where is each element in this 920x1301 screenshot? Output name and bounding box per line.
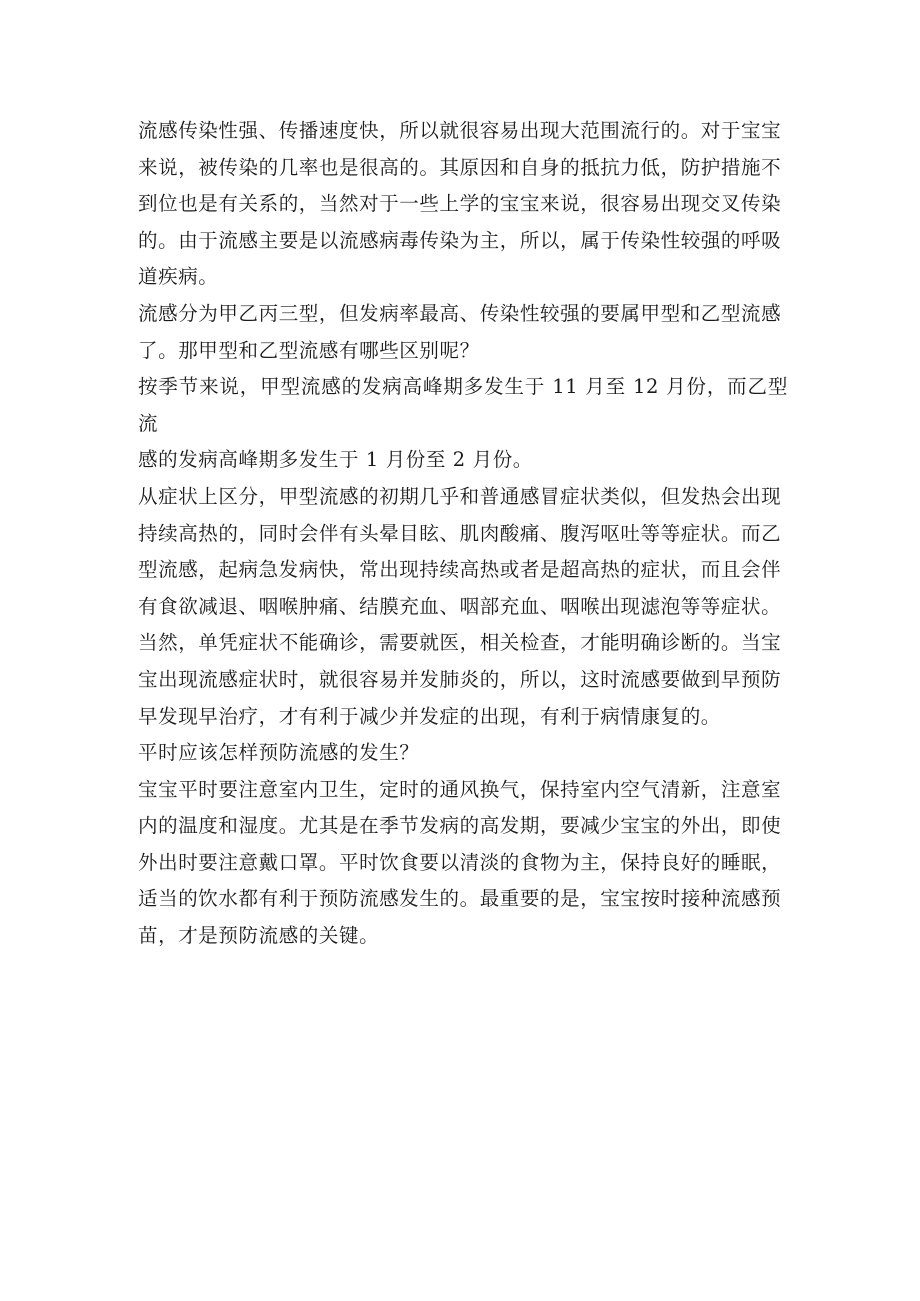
paragraph-flu-types: 流感分为甲乙丙三型，但发病率最高、传染性较强的要属甲型和乙型流感 了。那甲型和乙型流感有哪些区别呢？ bbox=[138, 301, 782, 362]
paragraph-flu-transmission: 流感传染性强、传播速度快，所以就很容易出现大范围流行的。对于宝宝 来说，被传染的几率也是很高的。其原因和自身的抵抗力低，防护措施不 到位也是有关系的，当然对于一些上学的宝宝来说，很容易出现交叉传染 的。由于流感主要是以流感病毒传染为主，所以，属于传染性较强的呼吸 道疾病。 bbox=[138, 119, 782, 289]
paragraph-seasonal-peak: 按季节来说，甲型流感的发病高峰期多发生于 11 月至 12 月份，而乙型流 感的发病高峰期多发生于 1 月份至 2 月份。 bbox=[138, 375, 788, 472]
paragraph-prevention-question: 平时应该怎样预防流感的发生？ bbox=[138, 741, 420, 765]
paragraph-symptoms: 从症状上区分，甲型流感的初期几乎和普通感冒症状类似，但发热会出现 持续高热的，同时会伴有头晕目眩、肌肉酸痛、腹泻呕吐等等症状。而乙 型流感，起病急发病快，常出现持续高热或者是超高热的症状，而且会伴 有食欲减退、咽喉肿痛、结膜充血、咽部充血、咽喉出现滤泡等等症状。 bbox=[138, 484, 782, 618]
paragraph-diagnosis: 当然，单凭症状不能确诊，需要就医，相关检查，才能明确诊断的。当宝 宝出现流感症状时，就很容易并发肺炎的，所以，这时流感要做到早预防 早发现早治疗，才有利于减少并发症的出现，有利于病情康复的。 bbox=[138, 631, 782, 728]
paragraph-prevention-advice: 宝宝平时要注意室内卫生，定时的通风换气，保持室内空气清新，注意室 内的温度和湿度。尤其是在季节发病的高发期，要减少宝宝的外出，即使 外出时要注意戴口罩。平时饮食要以清淡的食物为主，保持良好的睡眠， 适当的饮水都有利于预防流感发生的。最重要的是，宝宝按时接种流感预 苗，才是预防流感的关键。 bbox=[138, 777, 782, 948]
document-body bbox=[138, 113, 788, 955]
